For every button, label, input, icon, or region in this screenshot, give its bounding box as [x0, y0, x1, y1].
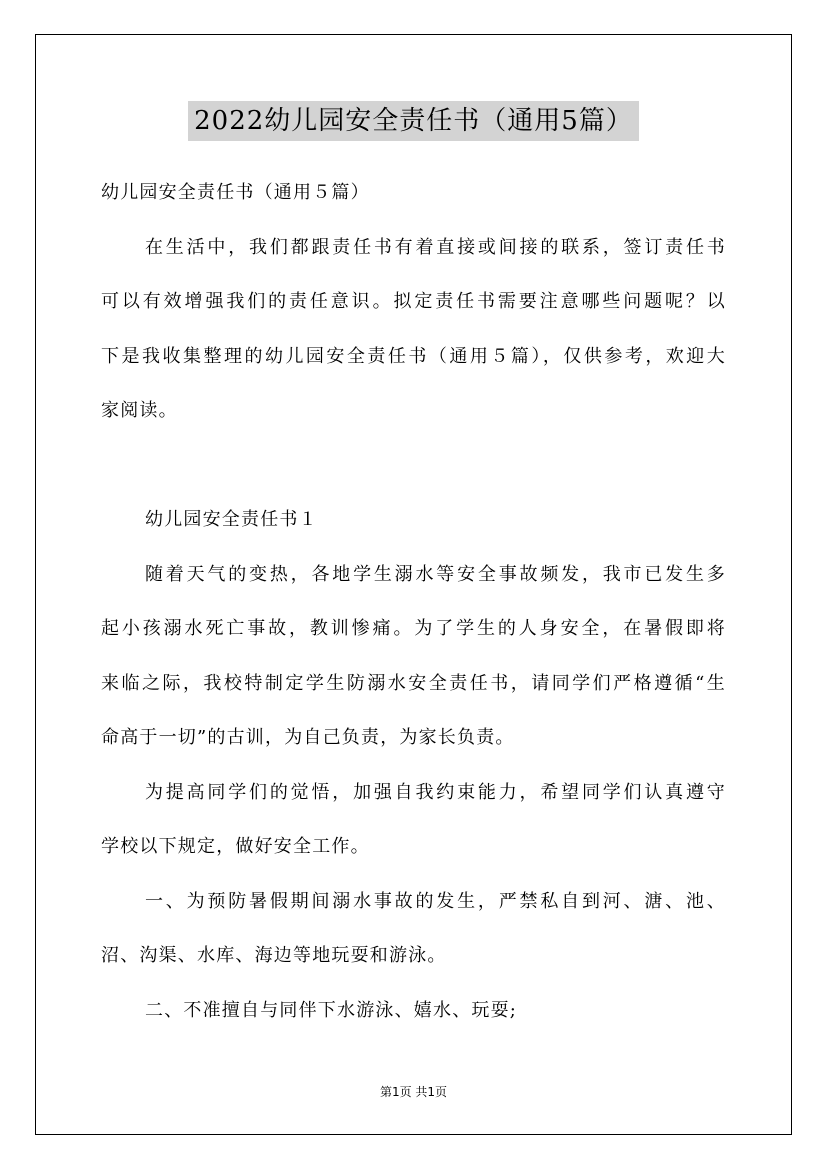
document-title: 2022幼儿园安全责任书（通用5篇） [188, 101, 639, 141]
paragraph-line: 来临之际，我校特制定学生防溺水安全责任书，请同学们严格遵循“生 [101, 672, 726, 694]
paragraph-line: 为提高同学们的觉悟，加强自我约束能力，希望同学们认真遵守 [145, 781, 726, 803]
paragraph-line: 随着天气的变热，各地学生溺水等安全事故频发，我市已发生多 [145, 563, 726, 585]
intro-line: 家阅读。 [101, 400, 178, 421]
paragraph-line: 一、为预防暑假期间溺水事故的发生，严禁私自到河、溏、池、 [145, 890, 726, 912]
intro-line: 可以有效增强我们的责任意识。拟定责任书需要注意哪些问题呢？以 [101, 291, 726, 312]
intro-line: 在生活中，我们都跟责任书有着直接或间接的联系，签订责任书 [145, 236, 726, 258]
paragraph-line: 沼、沟渠、水库、海边等地玩耍和游泳。 [101, 945, 447, 966]
title-container [0, 101, 827, 141]
document-body [101, 166, 726, 1038]
intro-line: 下是我收集整理的幼儿园安全责任书（通用５篇），仅供参考，欢迎大 [101, 345, 726, 367]
paragraph-line: 起小孩溺水死亡事故，教训惨痛。为了学生的人身安全，在暑假即将 [101, 618, 726, 639]
paragraph-line: 命高于一切”的古训，为自己负责，为家长负责。 [101, 727, 515, 748]
paragraph-line: 二、不准擅自与同伴下水游泳、嬉水、玩耍; [145, 999, 518, 1021]
section-heading: 幼儿园安全责任书１ [145, 509, 318, 530]
paragraph-line: 学校以下规定，做好安全工作。 [101, 836, 370, 857]
paragraph-spacer [101, 439, 726, 494]
page-footer: 第1页 共1页 [379, 1085, 448, 1099]
document-subtitle: 幼儿园安全责任书（通用５篇） [101, 182, 370, 203]
